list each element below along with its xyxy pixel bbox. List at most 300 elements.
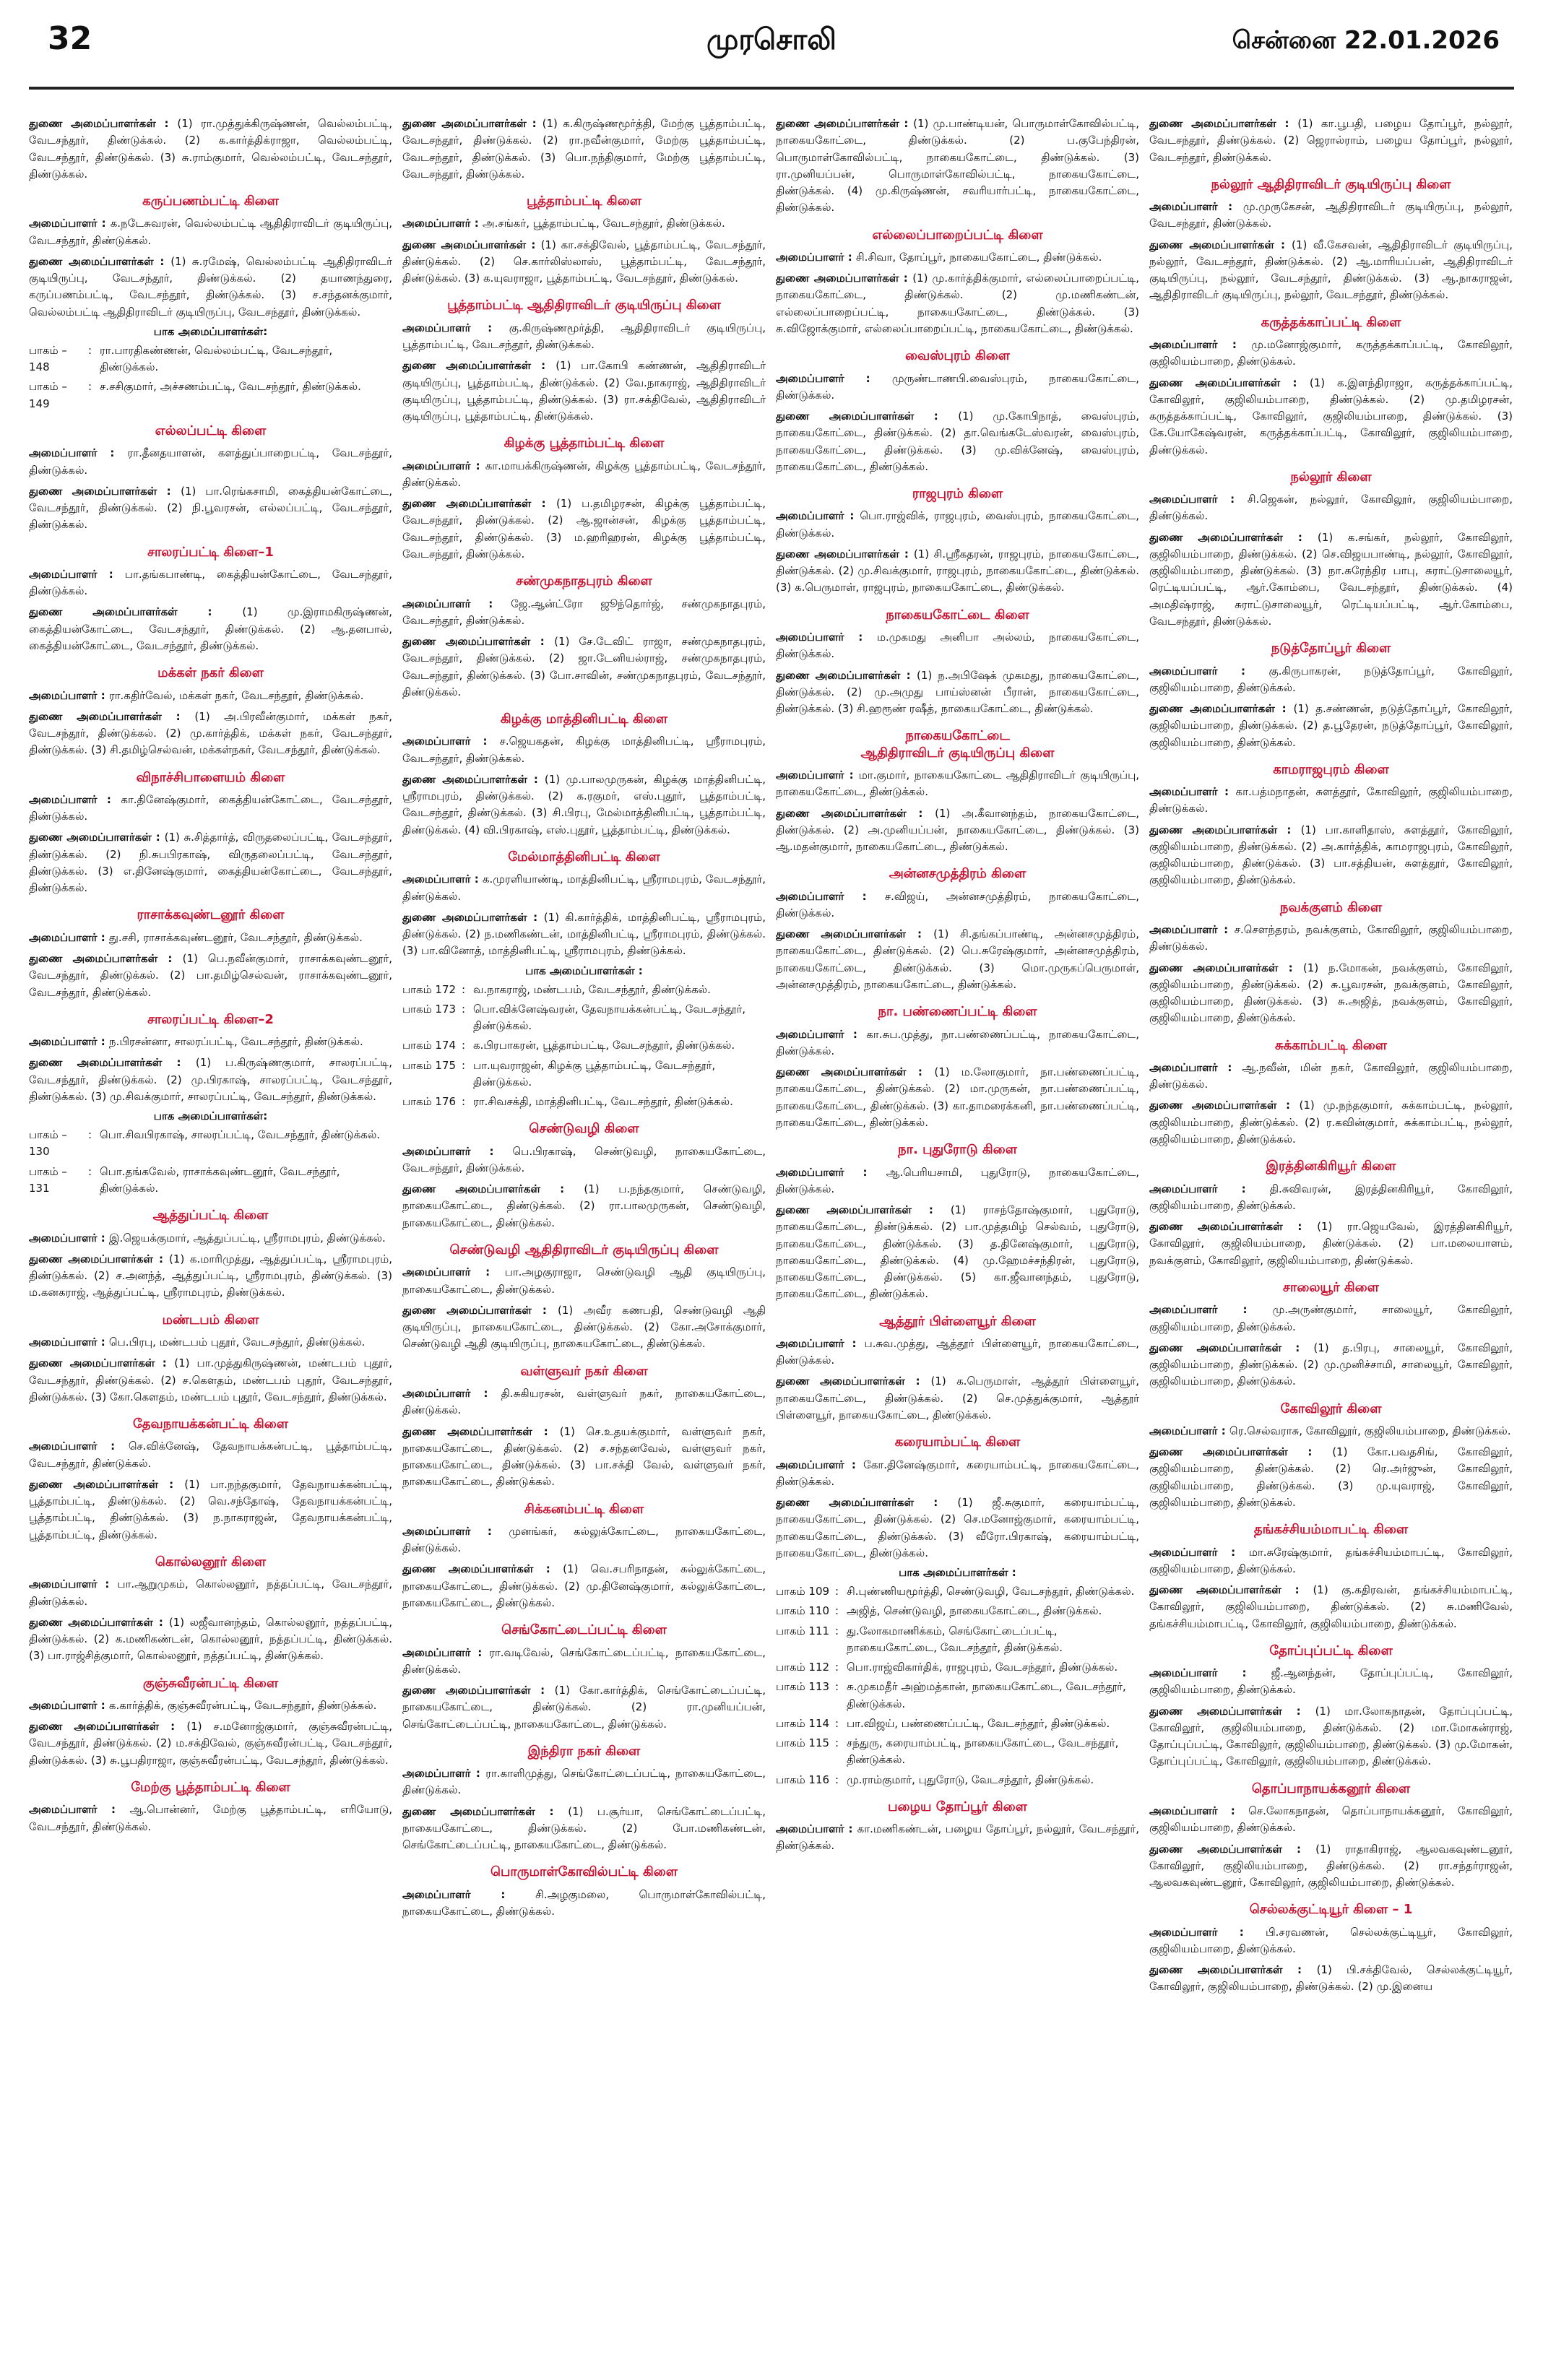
assistant-organizers-names: (1) சி.தங்கப்பாண்டி, அன்னசமுத்திரம், நாகையகோட்டை, திண்டுக்கல். (2) பெ.சுரேஷ்குமார், அன்னசமுத்திரம், நாகையகோட்டை, திண்டுக்கல். (3) மொ.முருகப்பெருமாள், அன்னசமுத்திரம், நாகையகோட்டை, திண்டுக்கல். [776, 927, 1139, 991]
branch-title [402, 711, 766, 727]
organizer-name: ஆ.பொன்னர், மேற்கு பூத்தாம்பட்டி, எரியோடு, வேடசந்தூர், திண்டுக்கல். [29, 1803, 392, 1833]
branch-title [1149, 176, 1513, 193]
edition-date: சென்னை 22.01.2026 [1232, 26, 1500, 55]
assistant-organizers-names: (1) செ.உதயக்குமார், வள்ளுவர் நகர், நாகையகோட்டை, திண்டுக்கல். (2) ச.சந்தனவேல், வள்ளுவர் நகர், நாகையகோட்டை, திண்டுக்கல். (3) பா.சக்தி வேல், வள்ளுவர் நகர், நாகையகோட்டை, திண்டுக்கல். [402, 1424, 766, 1489]
branch-title-line: நல்லூர் ஆதிதிராவிடர் குடியிருப்பு கிளை [1211, 176, 1451, 192]
booth-organizers-heading: பாக அமைப்பாளர்கள் : [525, 964, 643, 977]
assistant-organizers-names: (1) க.பெருமாள், ஆத்தூர் பிள்ளையூர், நாகையகோட்டை, திண்டுக்கல். (2) செ.முத்துக்குமார், ஆத்தூர் பிள்ளையூர், நாகையகோட்டை, திண்டுக்கல். [776, 1375, 1139, 1421]
branch-title-line: செல்லக்குட்டியூர் கிளை – 1 [1249, 1902, 1413, 1918]
organizer-name: ஜே.ஆன்ட்ரோ ஜூந்தொர்ஜ், சண்முகநாதபுரம், வேடசந்தூர், திண்டுக்கல். [402, 597, 766, 627]
booth-organizers-heading: பாக அமைப்பாளர்கள் : [899, 1566, 1016, 1580]
assistant-organizers-label: துணை அமைப்பாளர்கள் : [1149, 1842, 1316, 1856]
organizer-label: அமைப்பாளர் : [1149, 338, 1252, 352]
assistant-organizers-entry [776, 1064, 1139, 1131]
branch-title [1149, 1401, 1513, 1417]
organizer-entry [1149, 1423, 1513, 1440]
assistant-organizers-names: (1) பா.ரெங்கசாமி, கைத்தியன்கோட்டை, வேடசந்தூர், திண்டுக்கல். (2) நி.பூவரசன், எல்லப்பட்டி, வேடசந்தூர், திண்டுக்கல். [29, 484, 392, 532]
branch-title [402, 573, 766, 589]
masthead [29, 0, 1514, 90]
assistant-organizers-label: துணை அமைப்பாளர்கள் : [402, 1182, 584, 1196]
branch-title-line: சுக்காம்பட்டி கிளை [1275, 1037, 1387, 1053]
assistant-organizers-label: துணை அமைப்பாளர்கள் : [1149, 1583, 1313, 1597]
branch-title-line: தங்கச்சியம்மாபட்டி கிளை [1253, 1522, 1409, 1538]
assistant-organizers-entry [29, 1251, 392, 1302]
organizer-label: அமைப்பாளர் : [402, 1387, 501, 1401]
branch-title-line: நவக்குளம் கிளை [1279, 899, 1383, 915]
organizer-entry [776, 1821, 1139, 1855]
branch-title-line: எல்லப்பட்டி கிளை [155, 423, 267, 438]
organizer-entry [1149, 1665, 1513, 1699]
branch-title [1149, 761, 1513, 778]
branch-section [402, 435, 766, 563]
branch-title-line: தொப்பாநாயக்கனூர் கிளை [1251, 1780, 1411, 1796]
assistant-organizers-label: துணை அமைப்பாளர்கள் : [1149, 530, 1318, 544]
organizer-name: மு.முருகேசன், ஆதிதிராவிடர் குடியிருப்பு, நல்லூர், வேடசந்தூர், திண்டுக்கல். [1149, 200, 1513, 230]
booth-colon: : [835, 1624, 839, 1637]
organizer-name: ரா.தீனதயாளன், களத்துப்பாறைபட்டி, வேடசந்தூர், திண்டுக்கல். [29, 446, 392, 477]
organizer-entry [402, 1887, 766, 1921]
assistant-organizers-label: துணை அமைப்பாளர்கள் : [29, 952, 183, 966]
booth-organizer-name: வ.நாகராஜ், மண்டபம், வேடசந்தூர், திண்டுக்கல். [473, 982, 711, 996]
branch-title-line: நாகையகோட்டை கிளை [886, 607, 1029, 623]
branch-section [402, 849, 766, 1110]
organizer-entry [402, 458, 766, 492]
assistant-organizers-names: (1) பி.சக்திவேல், செல்லக்குட்டியூர், கோவிலூர், குஜிலியம்பாறை, திண்டுக்கல். (2) மு.இனைய [1149, 1963, 1513, 1994]
assistant-organizers-entry [29, 829, 392, 896]
assistant-organizers-entry [1149, 960, 1513, 1027]
assistant-organizers-label: துணை அமைப்பாளர்கள் : [402, 1562, 563, 1576]
booth-colon: : [835, 1604, 839, 1618]
organizer-name: து.சசி, ராசாக்கவுண்டனூர், வேடசந்தூர், திண்டுக்கல். [108, 930, 363, 944]
assistant-organizers-names: (1) பா.காளிதாஸ், சுளத்தூர், கோவிலூர், குஜிலியம்பாறை, திண்டுக்கல். (2) அ.கார்த்திக், காமராஜபுரம், கோவிலூர், குஜிலியம்பாறை, திண்டுக்கல். (3) பா.சத்தியன், சுளத்தூர், கோவிலூர், குஜிலியம்பாறை, திண்டுக்கல். [1149, 823, 1513, 887]
organizer-label: அமைப்பாளர் : [402, 1265, 505, 1279]
assistant-organizers-names: (1) கோ.கார்த்திக், செங்கோட்டைப்பட்டி, நாகையகோட்டை, திண்டுக்கல். (2) ரா.முனியப்பன், செங்கோட்டைப்பட்டி, நாகையகோட்டை, திண்டுக்கல். [402, 1684, 766, 1731]
assistant-organizers-entry [776, 270, 1139, 337]
branch-section [402, 1242, 766, 1353]
branch-title [776, 485, 1139, 502]
assistant-organizers-label: துணை அமைப்பாளர்கள் : [29, 709, 195, 723]
assistant-organizers-names: (1) அ.பிரவீன்குமார், மக்கள் நகர், வேடசந்தூர், திண்டுக்கல். (2) மு.கார்த்திக், மக்கள் நகர், வேடசந்தூர், திண்டுக்கல். (3) சி.தமிழ்செல்வன், மக்கள்நகர், வேடசந்தூர், திண்டுக்கல். [29, 709, 392, 757]
branch-title [776, 607, 1139, 623]
branch-title-line: நா. பண்ணைப்பட்டி கிளை [878, 1004, 1037, 1020]
branch-title [776, 227, 1139, 243]
assistant-organizers-label: துணை அமைப்பாளர்கள் : [402, 1424, 560, 1438]
branch-title-line: இந்திரா நகர் கிளை [527, 1743, 641, 1759]
organizer-name: ஆ.பெரியசாமி, புதுரோடு, நாகையகோட்டை, திண்டுக்கல். [776, 1165, 1139, 1195]
assistant-organizers-names: (1) க.மாரிமுத்து, ஆத்துப்பட்டி, ஸ்ரீராமபுரம், திண்டுக்கல். (2) ச.அனந்த், ஆத்துப்பட்டி, ஸ்ரீராமபுரம், திண்டுக்கல். (3) ம.கனகராஜ், ஆத்துப்பட்டி, ஸ்ரீராமபுரம், திண்டுக்கல். [29, 1252, 392, 1299]
assistant-organizers-label: துணை அமைப்பாளர்கள் : [402, 238, 541, 251]
organizer-name: ந.பிரசன்னா, சாலரப்பட்டி, வேடசந்தூர், திண்டுக்கல். [108, 1035, 363, 1049]
branch-title-line: கருத்தக்காப்பட்டி கிளை [1261, 314, 1401, 330]
branch-section [29, 769, 392, 897]
organizer-name: ரா.காளிமுத்து, செங்கோட்டைப்பட்டி, நாகையகோட்டை, திண்டுக்கல். [402, 1767, 766, 1797]
organizer-name: மு.அருண்குமார், சாலையூர், கோவிலூர், குஜிலியம்பாறை, திண்டுக்கல். [1149, 1303, 1513, 1333]
assistant-organizers-names: (1) ரா.ஜெயவேல், இரத்தினகிரியூர், கோவிலூர், குஜிலியம்பாறை, திண்டுக்கல். (2) பா.மலையாளம், நவக்குளம், கோவிலூர், குஜிலியம்பாறை, திண்டுக்கல். [1149, 1220, 1513, 1267]
assistant-organizers-entry [1149, 822, 1513, 889]
assistant-organizers-label: துணை அமைப்பாளர்கள் : [1149, 1341, 1314, 1354]
branch-title-line: சாலரப்பட்டி கிளை–2 [147, 1011, 274, 1027]
assistant-organizers-label: துணை அமைப்பாளர்கள் : [402, 1684, 555, 1697]
assistant-organizers-entry [29, 1055, 392, 1105]
booth-row [29, 378, 392, 412]
booth-number: பாகம் 110 [776, 1604, 830, 1618]
assistant-organizers-label: துணை அமைப்பாளர்கள் : [29, 831, 165, 844]
booth-colon: : [835, 1585, 839, 1598]
booth-row [29, 1127, 392, 1161]
booth-organizer-name: அஜித், செண்டுவழி, நாகையகோட்டை, திண்டுக்கல். [847, 1604, 1102, 1618]
branch-title [402, 1242, 766, 1258]
branch-title [402, 1743, 766, 1760]
booth-row [776, 1772, 1139, 1788]
assistant-organizers-label: துணை அமைப்பாளர்கள் : [29, 1356, 175, 1370]
organizer-label: அமைப்பாளர் : [776, 889, 885, 903]
organizer-label: அமைப்பாளர் : [1149, 1060, 1242, 1074]
organizer-name: முருண்டாணபி.வைஸ்புரம், நாகையகோட்டை, திண்டுக்கல். [776, 371, 1139, 402]
assistant-organizers-names: (1) மு.கார்த்திக்குமார், எல்லைப்பாறைப்பட்டி, நாகையகோட்டை, திண்டுக்கல். (2) மு.மணிகண்டன், எல்லைப்பாறைப்பட்டி, நாகையகோட்டை, திண்டுக்கல். (3) சு.விஜோக்குமார், எல்லைப்பாறைப்பட்டி, நாகையகோட்டை, திண்டுக்கல். [776, 272, 1139, 335]
branch-section [1149, 1780, 1513, 1892]
organizer-name: பா.ஆறுமுகம், கொல்லனூர், நத்தப்பட்டி, வேடசந்தூர், திண்டுக்கல். [29, 1578, 392, 1608]
organizer-label: அமைப்பாளர் : [776, 1165, 886, 1179]
assistant-organizers-names: (1) சி.ஸ்ரீகதரன், ராஜபுரம், நாகையகோட்டை, திண்டுக்கல். (2) மு.சிவக்குமார், ராஜபுரம், நாகையகோட்டை, திண்டுக்கல். (3) க.பெருமாள், ராஜபுரம், நாகையகோட்டை, திண்டுக்கல். [776, 547, 1139, 594]
branch-title-line: சிக்கனம்பட்டி கிளை [524, 1501, 644, 1517]
assistant-organizers-label: துணை அமைப்பாளர்கள் : [1149, 117, 1298, 130]
booth-organizer-name: சி.புண்ணியமூர்த்தி, செண்டுவழி, வேடசந்தூர், திண்டுக்கல். [847, 1585, 1135, 1598]
branch-title [402, 193, 766, 209]
assistant-organizers-entry [29, 254, 392, 321]
organizer-label: அமைப்பாளர் : [1149, 1182, 1270, 1195]
organizer-name: முனங்கர், கல்லுக்கோட்டை, நாகையகோட்டை, திண்டுக்கல். [402, 1524, 766, 1555]
branch-section [402, 193, 766, 287]
organizer-name: ரா.கதிர்வேல், மக்கள் நகர், வேடசந்தூர், திண்டுக்கல். [108, 688, 364, 702]
organizer-label: அமைப்பாளர் : [29, 446, 128, 460]
column-4 [1149, 116, 1513, 2362]
branch-title [29, 1675, 392, 1692]
assistant-organizers-names: (1) க.இளந்திராஜா, கருத்தக்காப்பட்டி, கோவிலூர், குஜிலியம்பாறை, திண்டுக்கல். (2) மு.தமிழரசன், கருத்தக்காப்பட்டி, கோவிலூர், குஜிலியம்பாறை, திண்டுக்கல். (3) கே.யோகேஷ்வரன், கருத்தக்காப்பட்டி, கோவிலூர், குஜிலியம்பாறை, திண்டுக்கல். [1149, 376, 1513, 456]
booth-colon: : [462, 1095, 466, 1109]
assistant-organizers-entry [29, 1476, 392, 1544]
assistant-organizers-entry [1149, 1703, 1513, 1770]
branch-title [1149, 1643, 1513, 1659]
organizer-label: அமைப்பாளர் : [402, 597, 511, 610]
organizer-entry [29, 1697, 392, 1714]
organizer-name: கா.பத்மநாதன், சுளத்தூர், கோவிலூர், குஜிலியம்பாறை, திண்டுக்கல். [1149, 785, 1513, 815]
branch-title-line: நாகையகோட்டை [905, 728, 1010, 744]
booth-organizer-name: மு.ராம்குமார், புதுரோடு, வேடசந்தூர், திண்டுக்கல். [847, 1773, 1094, 1786]
assistant-organizers-label: துணை அமைப்பாளர்கள் : [402, 1303, 558, 1317]
organizer-name: பெ.பிரகாஷ், செண்டுவழி, நாகையகோட்டை, வேடசந்தூர், திண்டுக்கல். [402, 1144, 766, 1174]
organizer-label: அமைப்பாளர் : [1149, 200, 1243, 214]
content-columns [29, 116, 1514, 2362]
column-2 [402, 116, 766, 2362]
assistant-organizers-entry [402, 1561, 766, 1611]
booth-colon: : [462, 982, 466, 996]
branch-section [29, 1675, 392, 1769]
organizer-entry [1149, 1924, 1513, 1958]
assistant-organizers-names: (1) கா.பூபதி, பழைய தோப்பூர், நல்லூர், வேடசந்தூர், திண்டுக்கல். (2) ஜெரால்ராம், பழைய தோப்பூர், நல்லூர், வேடசந்தூர், திண்டுக்கல். [1149, 117, 1513, 164]
assistant-organizers-names: (1) பா.முத்துகிருஷ்ணன், மண்டபம் புதூர், வேடசந்தூர், திண்டுக்கல். (2) ச.கௌதம், மண்டபம் புதூர், வேடசந்தூர், திண்டுக்கல். (3) கோ.கௌதம், மண்டபம் புதூர், வேடசந்தூர், திண்டுக்கல். [29, 1356, 392, 1403]
organizer-name: பா.அழகுராஜா, செண்டுவழி ஆதி குடியிருப்பு, நாகையகோட்டை, திண்டுக்கல். [402, 1265, 766, 1296]
assistant-organizers-entry [402, 1181, 766, 1232]
branch-section [402, 573, 766, 701]
booth-colon: : [88, 1164, 92, 1178]
organizer-label: அமைப்பாளர் : [402, 1887, 536, 1901]
branch-title [776, 1799, 1139, 1815]
organizer-label: அமைப்பாளர் : [1149, 664, 1269, 678]
branch-title-line: ராஜபுரம் கிளை [912, 486, 1003, 502]
page-number: 32 [48, 20, 92, 57]
assistant-organizers-label: துணை அமைப்பாளர்கள் : [1149, 961, 1303, 974]
booth-number: பாகம் 173 [402, 1002, 457, 1016]
assistant-organizers-names: (1) பா.கோபி கண்ணன், ஆதிதிராவிடர் குடியிருப்பு, பூத்தாம்பட்டி, திண்டுக்கல். (2) வே.நாகராஜ், ஆதிதிராவிடர் குடியிருப்பு, பூத்தாம்பட்டி, திண்டுக்கல். (3) ரா.சக்திவேல், ஆதிதிராவிடர் குடியிருப்பு, பூத்தாம்பட்டி, திண்டுக்கல். [402, 359, 766, 423]
assistant-organizers-names: (1) ம.லோகுமார், நா.பண்ணைப்பட்டி, நாகையகோட்டை, திண்டுக்கல். (2) மா.முருகன், நா.பண்ணைப்பட்டி, நாகையகோட்டை, திண்டுக்கல். (3) கா.தாமரைக்கனி, நா.பண்ணைப்பட்டி, நாகையகோட்டை, திண்டுக்கல். [776, 1065, 1139, 1129]
assistant-organizers-label: துணை அமைப்பாளர்கள் : [776, 272, 913, 285]
branch-title [402, 1120, 766, 1137]
organizer-name: செ.விக்னேஷ், தேவநாயக்கன்பட்டி, பூத்தாம்பட்டி, வேடசந்தூர், திண்டுக்கல். [29, 1440, 392, 1470]
organizer-entry [776, 508, 1139, 542]
branch-title [29, 1011, 392, 1028]
assistant-organizers-label: துணை அமைப்பாளர்கள் : [402, 359, 556, 373]
assistant-organizers-label: துணை அமைப்பாளர்கள் : [29, 484, 181, 498]
organizer-entry [776, 888, 1139, 922]
booth-colon: : [835, 1773, 839, 1786]
assistant-organizers-entry [29, 483, 392, 534]
organizer-label: அமைப்பாளர் : [402, 217, 483, 230]
branch-title-line: சாலரப்பட்டி கிளை–1 [147, 544, 274, 560]
organizer-entry [29, 566, 392, 600]
organizer-label: அமைப்பாளர் : [1149, 1925, 1266, 1939]
branch-title [29, 1779, 392, 1796]
branch-title-line: பொருமாள்கோவில்பட்டி கிளை [490, 1864, 678, 1880]
branch-section [1149, 1643, 1513, 1770]
organizer-label: அமைப்பாளர் : [29, 688, 109, 702]
booth-organizer-name: க.பிரபாகரன், பூத்தாம்பட்டி, வேடசந்தூர், திண்டுக்கல். [473, 1039, 735, 1052]
organizer-entry [402, 1523, 766, 1557]
branch-section [29, 544, 392, 655]
branch-section [776, 607, 1139, 718]
assistant-organizers-label: துணை அமைப்பாளர்கள் : [1149, 1704, 1315, 1718]
organizer-label: அமைப்பாளர் : [776, 1027, 867, 1041]
assistant-organizers-entry [402, 1424, 766, 1491]
booth-number: பாகம் 174 [402, 1039, 457, 1052]
booth-colon: : [88, 1128, 92, 1142]
booth-number: பாகம் – 149 [29, 380, 67, 410]
organizer-label: அமைப்பாளர் : [776, 1822, 857, 1836]
branch-title-line: விநாச்சிபாளையம் கிளை [136, 769, 285, 785]
organizer-entry [1149, 1060, 1513, 1094]
booth-row [776, 1735, 1139, 1769]
branch-title-line: கிழக்கு மாத்தினிபட்டி கிளை [500, 711, 668, 727]
assistant-organizers-label: துணை அமைப்பாளர்கள் : [1149, 1220, 1318, 1234]
assistant-organizers-names: (1) பெ.நவீன்குமார், ராசாக்கவுண்டனூர், வேடசந்தூர், திண்டுக்கல். (2) பா.தமிழ்செல்வன், ராசாக்கவுண்டனூர், வேடசந்தூர், திண்டுக்கல். [29, 952, 392, 999]
organizer-name: ம.முகமது அனிபா அல்லம், நாகையகோட்டை, திண்டுக்கல். [776, 631, 1139, 661]
branch-title-line: பூத்தாம்பட்டி ஆதிதிராவிடர் குடியிருப்பு கிளை [447, 298, 721, 313]
organizer-name: ச.சௌந்தரம், நவக்குளம், கோவிலூர், குஜிலியம்பாறை, திண்டுக்கல். [1149, 923, 1513, 953]
branch-section [402, 297, 766, 425]
branch-title [29, 423, 392, 439]
booth-organizer-name: சந்துரு, கரையாம்பட்டி, நாகையகோட்டை, வேடசந்தூர், திண்டுக்கல். [847, 1736, 1119, 1767]
assistant-organizers-label: துணை அமைப்பாளர்கள் : [402, 910, 544, 924]
organizer-label: அமைப்பாளர் : [1149, 1666, 1271, 1680]
organizer-label: அமைப்பாளர் : [29, 792, 121, 806]
branch-title [776, 1003, 1139, 1020]
organizer-entry [402, 596, 766, 630]
organizer-name: மு.மனோஜ்குமார், கருத்தக்காப்பட்டி, கோவிலூர், குஜிலியம்பாறை, திண்டுக்கல். [1149, 338, 1513, 368]
assistant-organizers-names: (1) ராதாகிராஜ், ஆலவகவுண்டனூர், கோவிலூர், குஜிலியம்பாறை, திண்டுக்கல். (2) ரா.சந்தர்ராஜன், ஆலவகவுண்டனூர், கோவிலூர், குஜிலியம்பாறை, திண்டுக்கல். [1149, 1842, 1513, 1890]
organizer-name: செ.லோகநாதன், தொப்பாநாயக்கனூர், கோவிலூர், குஜிலியம்பாறை, திண்டுக்கல். [1149, 1804, 1513, 1835]
branch-title [776, 1141, 1139, 1158]
booth-row [402, 1094, 766, 1110]
booth-organizer-name: ரா.சிவசக்தி, மாத்தினிபட்டி, வேடசந்தூர், திண்டுக்கல். [473, 1095, 733, 1109]
organizer-entry [402, 1143, 766, 1177]
assistant-organizers-names: (1) அவீர கணபதி, செண்டுவழி ஆதி குடியிருப்பு, நாகையகோட்டை, திண்டுக்கல். (2) கோ.அசோக்குமார், செண்டுவழி ஆதி குடியிருப்பு, நாகையகோட்டை, திண்டுக்கல். [402, 1303, 766, 1351]
branch-section [1149, 640, 1513, 751]
organizer-label: அமைப்பாளர் : [29, 1578, 118, 1591]
assistant-organizers-names: (1) க.கிருஷ்ணமூர்த்தி, மேற்கு பூத்தாம்பட்டி, வேடசந்தூர், திண்டுக்கல். (2) ரா.நவீன்குமார், மேற்கு பூத்தாம்பட்டி, வேடசந்தூர், திண்டுக்கல். (3) பொ.நந்திகுமார், மேற்கு பூத்தாம்பட்டி, வேடசந்தூர், திண்டுக்கல். [402, 117, 766, 181]
branch-title-line: மக்கள் நகர் கிளை [157, 665, 264, 681]
organizer-label: அமைப்பாளர் : [1149, 1303, 1273, 1317]
assistant-organizers-label: துணை அமைப்பாளர்கள் : [1149, 702, 1294, 716]
assistant-organizers-names: (1) மா.லோகநாதன், தோப்புப்பட்டி, கோவிலூர், குஜிலியம்பாறை, திண்டுக்கல். (2) மா.மோகன்ராஜ், தோப்புப்பட்டி, கோவிலூர், குஜிலியம்பாறை, திண்டுக்கல். (3) மு.மோகன், தோப்புப்பட்டி, கோவிலூர், குஜிலியம்பாறை, திண்டுக்கல். [1149, 1704, 1513, 1768]
assistant-organizers-label: துணை அமைப்பாளர்கள் : [776, 1065, 935, 1079]
organizer-entry [1149, 784, 1513, 818]
organizer-entry [776, 767, 1139, 801]
branch-title [776, 1434, 1139, 1450]
branch-title [402, 1864, 766, 1880]
branch-title-line: மேற்கு பூத்தாம்பட்டி கிளை [131, 1779, 290, 1795]
assistant-organizers-entry [29, 1614, 392, 1665]
assistant-organizers-entry [776, 1373, 1139, 1424]
assistant-organizers-entry [776, 667, 1139, 718]
assistant-organizers-names: (1) த.பிரபு, சாலையூர், கோவிலூர், குஜிலியம்பாறை, திண்டுக்கல். (2) மு.முனிச்சாமி, சாலையூர், கோவிலூர், குஜிலியம்பாறை, திண்டுக்கல். [1149, 1341, 1513, 1388]
assistant-organizers-label: துணை அமைப்பாளர்கள் : [1149, 376, 1310, 389]
organizer-entry [1149, 663, 1513, 697]
branch-title-line: மேல்மாத்தினிபட்டி கிளை [508, 849, 660, 865]
assistant-organizers-entry [776, 926, 1139, 993]
branch-title-line: வைஸ்புரம் கிளை [904, 348, 1011, 364]
assistant-organizers-names: (1) ந.மோகன், நவக்குளம், கோவிலூர், குஜிலியம்பாறை, திண்டுக்கல். (2) சு.பூவரசன், நவக்குளம், கோவிலூர், குஜிலியம்பாறை, திண்டுக்கல். (3) சு.அஜித், நவக்குளம், கோவிலூர், குஜிலியம்பாறை, திண்டுக்கல். [1149, 961, 1513, 1025]
branch-title-line: கிழக்கு பூத்தாம்பட்டி கிளை [503, 436, 665, 451]
organizer-entry [776, 1026, 1139, 1060]
organizer-label: அமைப்பாளர் : [776, 509, 860, 523]
assistant-organizers-label: துணை அமைப்பாளர்கள் : [29, 1056, 196, 1070]
branch-title-line: கொல்லனூர் கிளை [155, 1554, 267, 1570]
assistant-organizers-label: துணை அமைப்பாளர்கள் : [402, 635, 555, 649]
assistant-organizers-entry [402, 116, 766, 183]
organizer-entry [29, 1334, 392, 1351]
organizer-name: க.கார்த்திக், குஞ்சுவீரன்பட்டி, வேடசந்தூர், திண்டுக்கல். [108, 1698, 377, 1712]
assistant-organizers-entry [1149, 1962, 1513, 1996]
branch-section [1149, 1521, 1513, 1632]
assistant-organizers-names: (1) சு.ரமேஷ், வெல்லம்பட்டி ஆதிதிராவிடர் குடியிருப்பு, வேடசந்தூர், திண்டுக்கல். (2) தயாணந்துரை, கருப்பணம்பட்டி, வேடசந்தூர், திண்டுக்கல். (3) ச.சந்தனக்குமார், வெல்லம்பட்டி ஆதிதிராவிடர் குடியிருப்பு, வேடசந்தூர், திண்டுக்கல். [29, 254, 392, 319]
organizer-label: அமைப்பாளர் : [776, 769, 859, 782]
organizer-name: சி.ஜெகன், நல்லூர், கோவிலூர், குஜிலியம்பாறை, திண்டுக்கல். [1149, 493, 1513, 523]
booth-row [776, 1659, 1139, 1676]
organizer-entry [29, 1230, 392, 1247]
organizer-label: அமைப்பாளர் : [776, 250, 856, 264]
branch-section [29, 1011, 392, 1197]
branch-section [1149, 176, 1513, 304]
assistant-organizers-label: துணை அமைப்பாளர்கள் : [1149, 1099, 1300, 1112]
organizer-entry [402, 1264, 766, 1298]
branch-section [1149, 469, 1513, 630]
assistant-organizers-names: (1) ஜீ.சுகுமார், கரையாம்பட்டி, நாகையகோட்டை, திண்டுக்கல். (2) செ.மனோஜ்குமார், கரையாம்பட்டி, நாகையகோட்டை, திண்டுக்கல். (3) வீரோ.பிரகாஷ், கரையாம்பட்டி, நாகையகோட்டை, திண்டுக்கல். [776, 1496, 1139, 1559]
organizer-name: ரா.வடிவேல், செங்கோட்டைப்பட்டி, நாகையகோட்டை, திண்டுக்கல். [402, 1645, 766, 1676]
organizer-label: அமைப்பாளர் : [402, 459, 485, 472]
booth-organizer-name: சு.முகமதீர் அஹ்மத்கான், நாகையகோட்டை, வேடசந்தூர், திண்டுக்கல். [847, 1680, 1126, 1710]
assistant-organizers-names: (1) வெ.சபரிநாதன், கல்லுக்கோட்டை, நாகையகோட்டை, திண்டுக்கல். (2) மு.தினேஷ்குமார், கல்லுக்கோட்டை, நாகையகோட்டை, திண்டுக்கல். [402, 1562, 766, 1609]
branch-section [29, 906, 392, 1000]
branch-title-line: நல்லூர் கிளை [1290, 469, 1372, 485]
branch-section [402, 1120, 766, 1232]
assistant-organizers-names: (1) த.சண்ணன், நடுத்தோப்பூர், கோவிலூர், குஜிலியம்பாறை, திண்டுக்கல். (2) த.பூதேரன், நடுத்தோப்பூர், கோவிலூர், குஜிலியம்பாறை, திண்டுக்கல். [1149, 702, 1513, 749]
organizer-label: அமைப்பாளர் : [29, 1231, 109, 1245]
booth-number: பாகம் – 148 [29, 343, 67, 374]
branch-title [1149, 1521, 1513, 1538]
branch-section [29, 1207, 392, 1301]
assistant-organizers-names: (1) ந.அபிஷேக் முகமது, நாகையகோட்டை, திண்டுக்கல். (2) மு.அமுது பாய்ஸ்னன் பீரான், நாகையகோட்டை, திண்டுக்கல். (3) சி.ஹரூண் ரஷீத், நாகையகோட்டை, திண்டுக்கல். [776, 668, 1139, 716]
organizer-name: சி.சிவா, தோப்பூர், நாகையகோட்டை, திண்டுக்கல். [855, 250, 1102, 264]
booth-organizers-heading: பாக அமைப்பாளர்கள்: [153, 1109, 268, 1123]
branch-title-line: பழைய தோப்பூர் கிளை [888, 1799, 1027, 1814]
booth-organizer-name: பொ.ராஜ்விகார்திக், ராஜபுரம், வேடசந்தூர், திண்டுக்கல். [847, 1661, 1118, 1674]
booth-number: பாகம் 111 [776, 1624, 830, 1637]
assistant-organizers-entry [402, 771, 766, 839]
branch-section [402, 711, 766, 839]
booth-colon: : [835, 1680, 839, 1694]
assistant-organizers-names: (1) பா.நந்தகுமார், தேவநாயக்கன்பட்டி, பூத்தாம்பட்டி, திண்டுக்கல். (2) வெ.சந்தோஷ், தேவநாயக்கன்பட்டி, பூத்தாம்பட்டி, திண்டுக்கல். (3) ந.நாகராஜன், தேவநாயக்கன்பட்டி, பூத்தாம்பட்டி, திண்டுக்கல். [29, 1477, 392, 1541]
assistant-organizers-names: (1) ப.சூர்யா, செங்கோட்டைப்பட்டி, நாகையகோட்டை, திண்டுக்கல். (2) போ.மணிகண்டன், செங்கோட்டைப்பட்டி, நாகையகோட்டை, திண்டுக்கல். [402, 1804, 766, 1852]
branch-title [402, 1363, 766, 1380]
organizer-entry [776, 1457, 1139, 1491]
organizer-name: பொ.ராஜ்விக், ராஜபுரம், வைஸ்புரம், நாகையகோட்டை, திண்டுக்கல். [776, 509, 1139, 540]
organizer-name: கு.கிருஷ்ணமூர்த்தி, ஆதிதிராவிடர் குடியிருப்பு, பூத்தாம்பட்டி, வேடசந்தூர், திண்டுக்கல். [402, 321, 766, 352]
organizer-name: ப.சுவ.முத்து, ஆத்தூர் பிள்ளையூர், நாகையகோட்டை, திண்டுக்கல். [776, 1336, 1139, 1367]
branch-section [1149, 899, 1513, 1027]
organizer-label: அமைப்பாளர் : [1149, 1424, 1229, 1437]
branch-section [776, 227, 1139, 338]
assistant-organizers-names: (1) கா.சக்திவேல், பூத்தாம்பட்டி, வேடசந்தூர், திண்டுக்கல். (2) செ.கார்லிஸ்லாஸ், பூத்தாம்பட்டி, வேடசந்தூர், திண்டுக்கல். (3) க.யுவராஜா, பூத்தாம்பட்டி, வேடசந்தூர், திண்டுக்கல். [402, 238, 766, 285]
organizer-entry [402, 215, 766, 232]
branch-section [402, 1622, 766, 1733]
branch-section [1149, 1901, 1513, 1995]
assistant-organizers-entry [29, 709, 392, 759]
branch-section [402, 1743, 766, 1854]
assistant-organizers-entry [776, 1202, 1139, 1303]
booth-row [29, 342, 392, 376]
branch-title [29, 1554, 392, 1570]
branch-title-line: கருப்பணம்பட்டி கிளை [142, 194, 279, 209]
booth-number: பாகம் 114 [776, 1716, 830, 1730]
assistant-organizers-label: துணை அமைப்பாளர்கள் : [776, 1375, 931, 1388]
branch-title-line: ஆத்தூர் பிள்ளையூர் கிளை [879, 1313, 1036, 1329]
assistant-organizers-entry [776, 1494, 1139, 1562]
organizer-name: கா.தினேஷ்குமார், கைத்தியன்கோட்டை, வேடசந்தூர், திண்டுக்கல். [29, 792, 392, 823]
booth-colon: : [462, 1002, 466, 1016]
organizer-entry [776, 1336, 1139, 1369]
booth-row [776, 1603, 1139, 1619]
organizer-label: அமைப்பாளர் : [1149, 1804, 1249, 1818]
organizer-entry [776, 629, 1139, 663]
branch-title [29, 769, 392, 786]
branch-title [29, 193, 392, 209]
branch-title-line: குஞ்சுவீரன்பட்டி கிளை [142, 1675, 279, 1691]
branch-title [29, 1207, 392, 1224]
branch-title-line: நடுத்தோப்பூர் கிளை [1271, 641, 1391, 657]
organizer-entry [1149, 199, 1513, 233]
branch-section [402, 1363, 766, 1491]
organizer-label: அமைப்பாளர் : [1149, 493, 1248, 506]
assistant-organizers-names: (1) ப.நந்தகுமார், செண்டுவழி, நாகையகோட்டை, திண்டுக்கல். (2) ரா.பாலமுருகன், செண்டுவழி, நாகையகோட்டை, திண்டுக்கல். [402, 1182, 766, 1229]
